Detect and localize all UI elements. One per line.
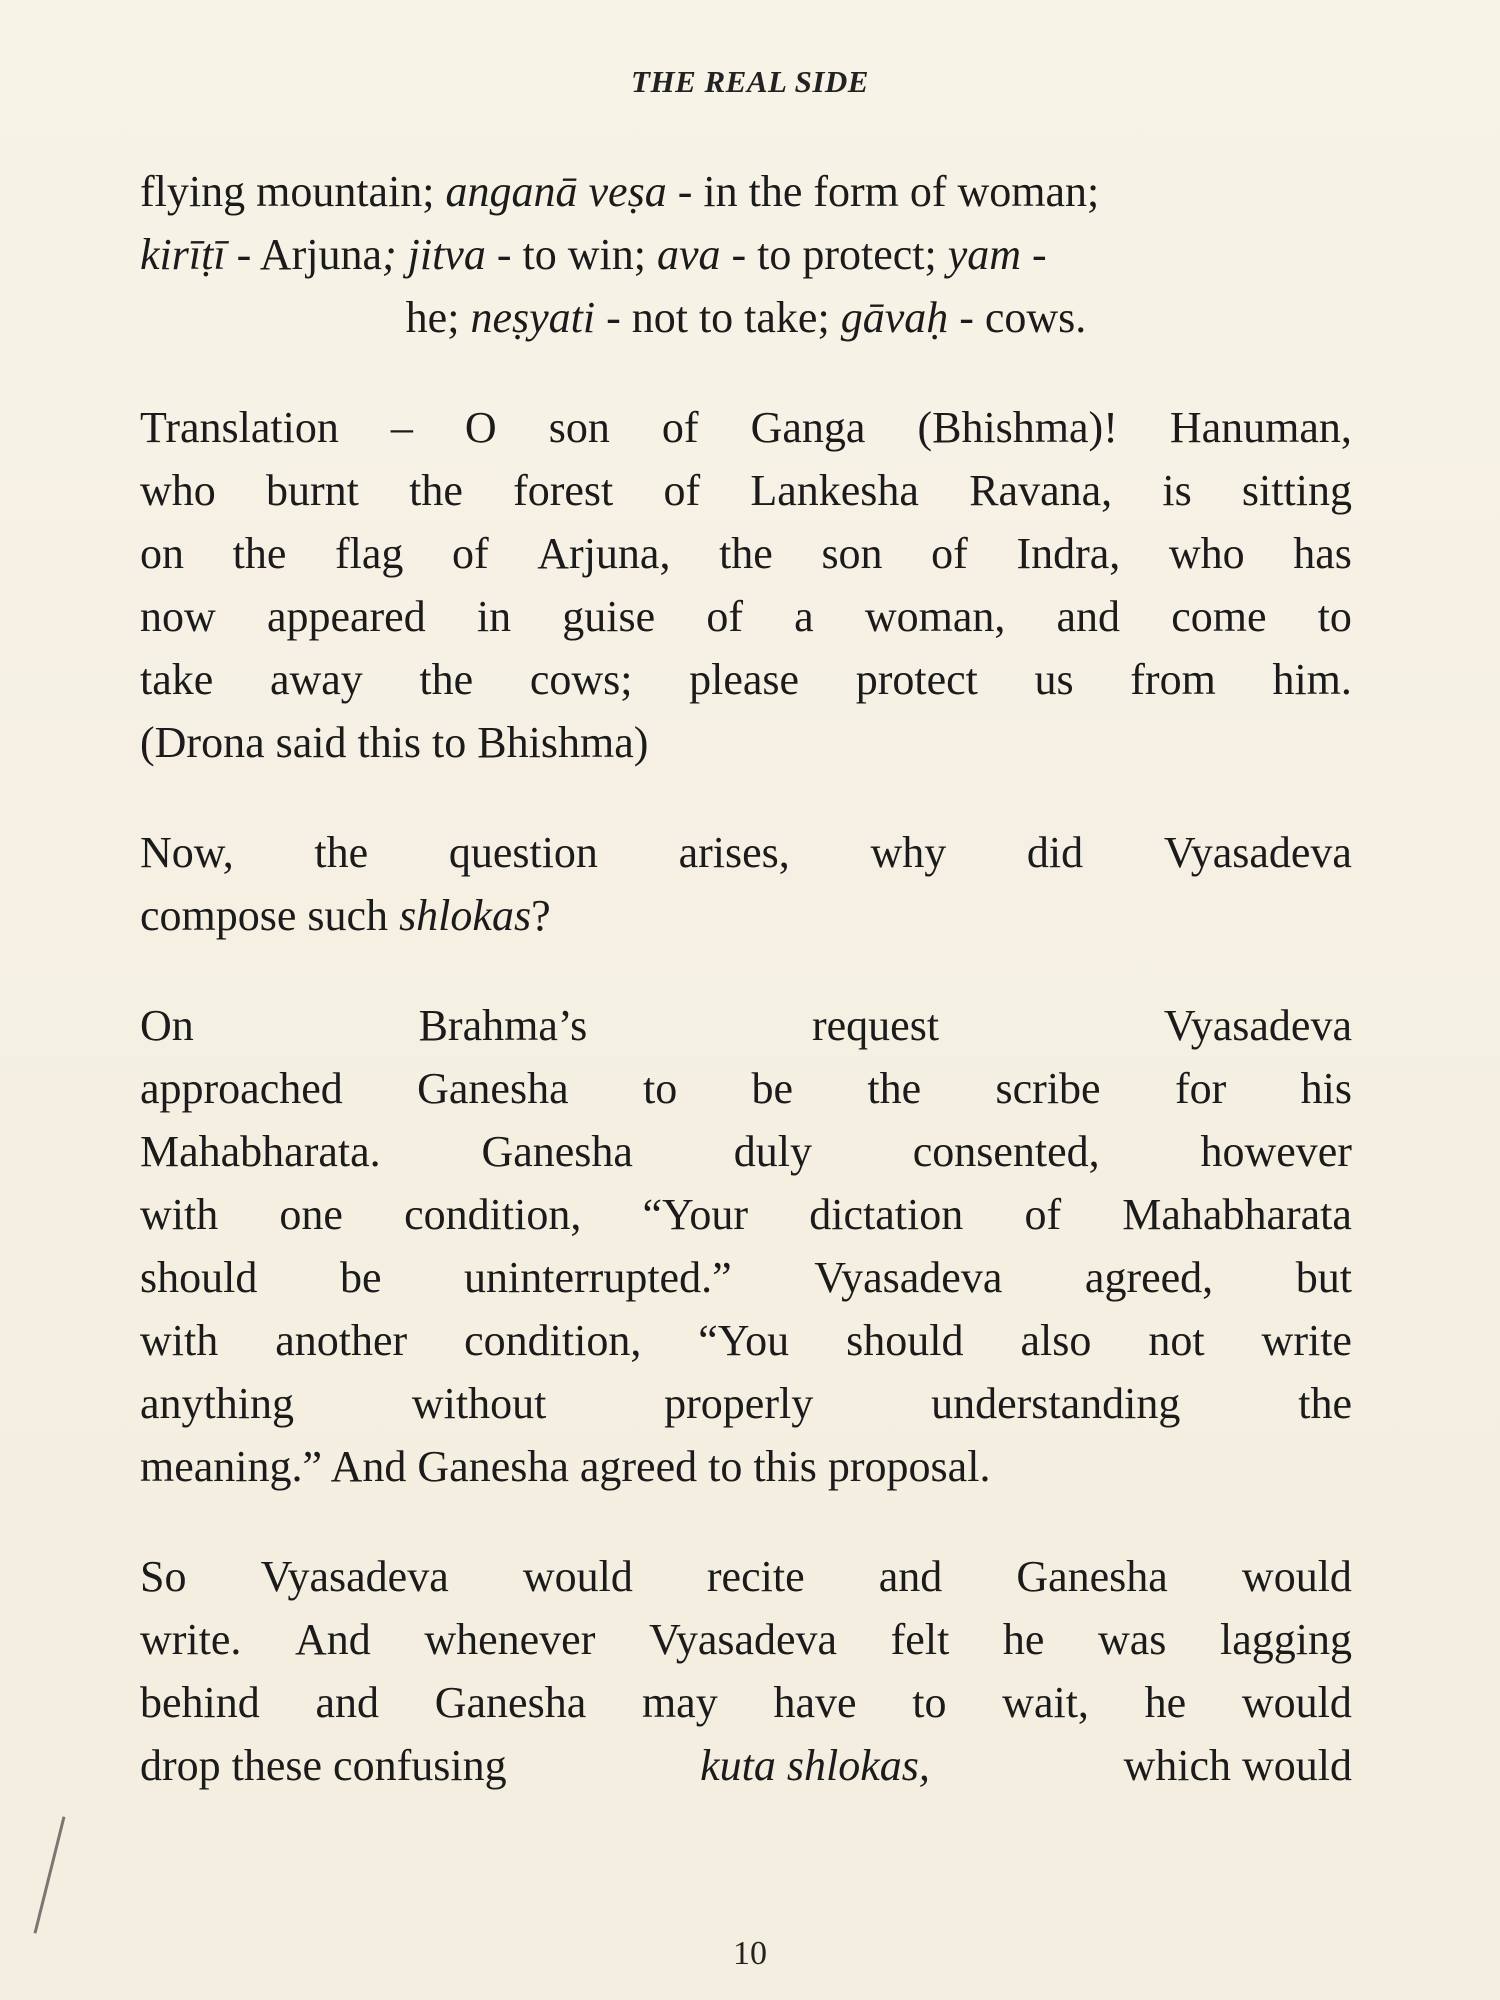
- word: should: [846, 1316, 964, 1365]
- body-text: [140, 160, 1352, 1844]
- word: of: [931, 529, 968, 578]
- word: him.: [1272, 655, 1352, 704]
- word: cows;: [529, 655, 633, 704]
- word: (Bhishma)!: [917, 403, 1118, 452]
- word: why: [870, 828, 947, 877]
- story-line: meaning.” And Ganesha agreed to this proposal.: [140, 1442, 991, 1491]
- word: have: [773, 1678, 857, 1727]
- word: one: [279, 1190, 343, 1239]
- word: Ganesha: [417, 1064, 569, 1113]
- word: Lankesha: [750, 466, 919, 515]
- gloss-text: - in the form of woman;: [666, 167, 1100, 216]
- word: properly: [664, 1379, 814, 1428]
- word: lagging: [1220, 1615, 1352, 1664]
- question-line: [140, 884, 1352, 947]
- word: woman,: [864, 592, 1006, 641]
- word: of: [1024, 1190, 1062, 1239]
- word: may: [641, 1678, 718, 1727]
- word: and: [1056, 592, 1121, 641]
- word: duly: [733, 1127, 812, 1176]
- word: Ganesha: [1016, 1552, 1168, 1601]
- word: be: [339, 1253, 382, 1302]
- question-paragraph: [140, 821, 1352, 947]
- word: the: [867, 1064, 922, 1113]
- translation-line: [140, 396, 1352, 459]
- gloss-term: gāvaḥ: [840, 293, 949, 342]
- gloss-text: - to protect;: [720, 230, 948, 279]
- question-text: compose such: [140, 891, 400, 940]
- word: burnt: [266, 466, 359, 515]
- word: –: [390, 403, 413, 452]
- word: Vyasadeva: [814, 1253, 1003, 1302]
- word: felt: [890, 1615, 950, 1664]
- word: On: [140, 1001, 194, 1050]
- word: Ganga: [750, 403, 866, 452]
- word: did: [1026, 828, 1084, 877]
- word: recite: [706, 1552, 805, 1601]
- story-line: [140, 1372, 1352, 1435]
- translation-line: [140, 459, 1352, 522]
- closing-line: [140, 1734, 1352, 1797]
- word: Hanuman,: [1169, 403, 1352, 452]
- word: for: [1174, 1064, 1227, 1113]
- gloss-text: he;: [405, 293, 471, 342]
- word: would: [522, 1552, 633, 1601]
- word: agreed,: [1084, 1253, 1214, 1302]
- word: Vyasadeva: [1163, 828, 1352, 877]
- word: however: [1200, 1127, 1352, 1176]
- word: uninterrupted.”: [464, 1253, 732, 1302]
- word: Ganesha: [481, 1127, 633, 1176]
- translation-line: (Drona said this to Bhishma): [140, 718, 649, 767]
- word: would: [1241, 1552, 1352, 1601]
- word: forest: [513, 466, 614, 515]
- gloss-text: -: [1021, 230, 1047, 279]
- word: the: [419, 655, 474, 704]
- word: Indra,: [1016, 529, 1121, 578]
- word: O: [464, 403, 497, 452]
- word: another: [275, 1316, 408, 1365]
- gloss-text: - Arjuna: [225, 230, 382, 279]
- word: please: [689, 655, 800, 704]
- word: his: [1300, 1064, 1352, 1113]
- word: to: [642, 1064, 678, 1113]
- word: Translation: [140, 403, 339, 452]
- question-term: shlokas: [399, 891, 532, 940]
- word: So: [140, 1552, 187, 1601]
- closing-text: drop these confusing: [140, 1741, 507, 1790]
- word: anything: [140, 1379, 294, 1428]
- word: “Your: [642, 1190, 749, 1239]
- closing-paragraph: [140, 1545, 1352, 1797]
- closing-line: [140, 1671, 1352, 1734]
- story-paragraph: [140, 994, 1352, 1498]
- word: he: [1002, 1615, 1045, 1664]
- word: sitting: [1241, 466, 1352, 515]
- word: condition,: [404, 1190, 582, 1239]
- word: who: [140, 466, 216, 515]
- word: arises,: [678, 828, 790, 877]
- word: scribe: [995, 1064, 1101, 1113]
- word: Mahabharata.: [140, 1127, 381, 1176]
- word: Vyasadeva: [260, 1552, 449, 1601]
- word: condition,: [464, 1316, 642, 1365]
- word: question: [448, 828, 598, 877]
- word: with: [140, 1190, 219, 1239]
- running-head: THE REAL SIDE: [631, 64, 869, 99]
- word: of: [452, 529, 489, 578]
- word: Mahabharata: [1122, 1190, 1352, 1239]
- story-line: [140, 1309, 1352, 1372]
- word: write: [1261, 1316, 1352, 1365]
- word: should: [140, 1253, 258, 1302]
- word: a: [794, 592, 814, 641]
- word: And: [294, 1615, 371, 1664]
- word: Ravana,: [969, 466, 1113, 515]
- word: behind: [140, 1678, 260, 1727]
- word: guise: [562, 592, 656, 641]
- word: of: [706, 592, 743, 641]
- story-line: [140, 1120, 1352, 1183]
- page-number: 10: [733, 1935, 767, 1972]
- word: “You: [698, 1316, 790, 1365]
- word: away: [269, 655, 363, 704]
- word: Vyasadeva: [1163, 1001, 1352, 1050]
- word: flag: [334, 529, 404, 578]
- word: request: [811, 1001, 940, 1050]
- gloss-text: - not to take;: [595, 293, 841, 342]
- gloss-term: yam: [947, 230, 1022, 279]
- word: whenever: [424, 1615, 596, 1664]
- word: to: [912, 1678, 947, 1727]
- word: Arjuna,: [537, 529, 671, 578]
- gloss-text: - to win;: [485, 230, 657, 279]
- word: the: [1298, 1379, 1352, 1428]
- closing-text: which would: [1123, 1741, 1352, 1790]
- translation-line: [140, 648, 1352, 711]
- story-line: [140, 1183, 1352, 1246]
- word: with: [140, 1316, 219, 1365]
- question-line: [140, 821, 1352, 884]
- translation-line: [140, 585, 1352, 648]
- word: without: [411, 1379, 547, 1428]
- word: us: [1034, 655, 1074, 704]
- gloss-line-3: [140, 286, 1352, 349]
- word: from: [1130, 655, 1216, 704]
- gloss-term: anganā veṣa: [445, 167, 667, 216]
- word: of: [661, 403, 699, 452]
- word: to: [1317, 592, 1352, 641]
- closing-line: [140, 1545, 1352, 1608]
- word: he: [1144, 1678, 1187, 1727]
- word: on: [140, 529, 184, 578]
- word: wait,: [1002, 1678, 1089, 1727]
- word: dictation: [809, 1190, 964, 1239]
- word: come: [1171, 592, 1267, 641]
- word: is: [1162, 466, 1192, 515]
- word: and: [315, 1678, 380, 1727]
- word: now: [140, 592, 216, 641]
- word: Ganesha: [434, 1678, 587, 1727]
- story-line: [140, 1057, 1352, 1120]
- word: approached: [140, 1064, 343, 1113]
- closing-line: [140, 1608, 1352, 1671]
- word: write.: [140, 1615, 242, 1664]
- word: the: [314, 828, 369, 877]
- word: of: [663, 466, 701, 515]
- word: Vyasadeva: [648, 1615, 838, 1664]
- word: was: [1097, 1615, 1167, 1664]
- word: protect: [855, 655, 978, 704]
- word: Brahma’s: [418, 1001, 588, 1050]
- story-line: [140, 1246, 1352, 1309]
- word: son: [548, 403, 610, 452]
- word: Now,: [140, 828, 234, 877]
- closing-term: kuta shlokas,: [700, 1741, 930, 1790]
- gloss-term: kirīṭī: [140, 230, 226, 279]
- gloss-text: flying mountain;: [140, 167, 446, 216]
- word: also: [1020, 1316, 1092, 1365]
- word: in: [476, 592, 512, 641]
- gloss-term: ava: [656, 230, 721, 279]
- gloss-line-1: [140, 160, 1352, 223]
- translation-paragraph: [140, 396, 1352, 774]
- word: appeared: [266, 592, 426, 641]
- word: the: [409, 466, 463, 515]
- gloss-term: neṣyati: [470, 293, 596, 342]
- gloss-term: ; jitva: [381, 230, 486, 279]
- gloss-line-2: [140, 223, 1352, 286]
- word: the: [232, 529, 287, 578]
- word: would: [1241, 1678, 1352, 1727]
- word: and: [878, 1552, 943, 1601]
- gloss-text: - cows.: [948, 293, 1087, 342]
- word: but: [1295, 1253, 1352, 1302]
- word: understanding: [931, 1379, 1181, 1428]
- story-line: [140, 994, 1352, 1057]
- word: son: [821, 529, 883, 578]
- question-text: ?: [531, 891, 551, 940]
- word: consented,: [912, 1127, 1100, 1176]
- word: be: [751, 1064, 794, 1113]
- margin-pencil-mark: [34, 1816, 66, 1933]
- word: the: [719, 529, 773, 578]
- word: who: [1168, 529, 1245, 578]
- gloss-paragraph: [140, 160, 1352, 349]
- word: take: [140, 655, 214, 704]
- word: has: [1293, 529, 1352, 578]
- translation-line: [140, 522, 1352, 585]
- word: not: [1148, 1316, 1205, 1365]
